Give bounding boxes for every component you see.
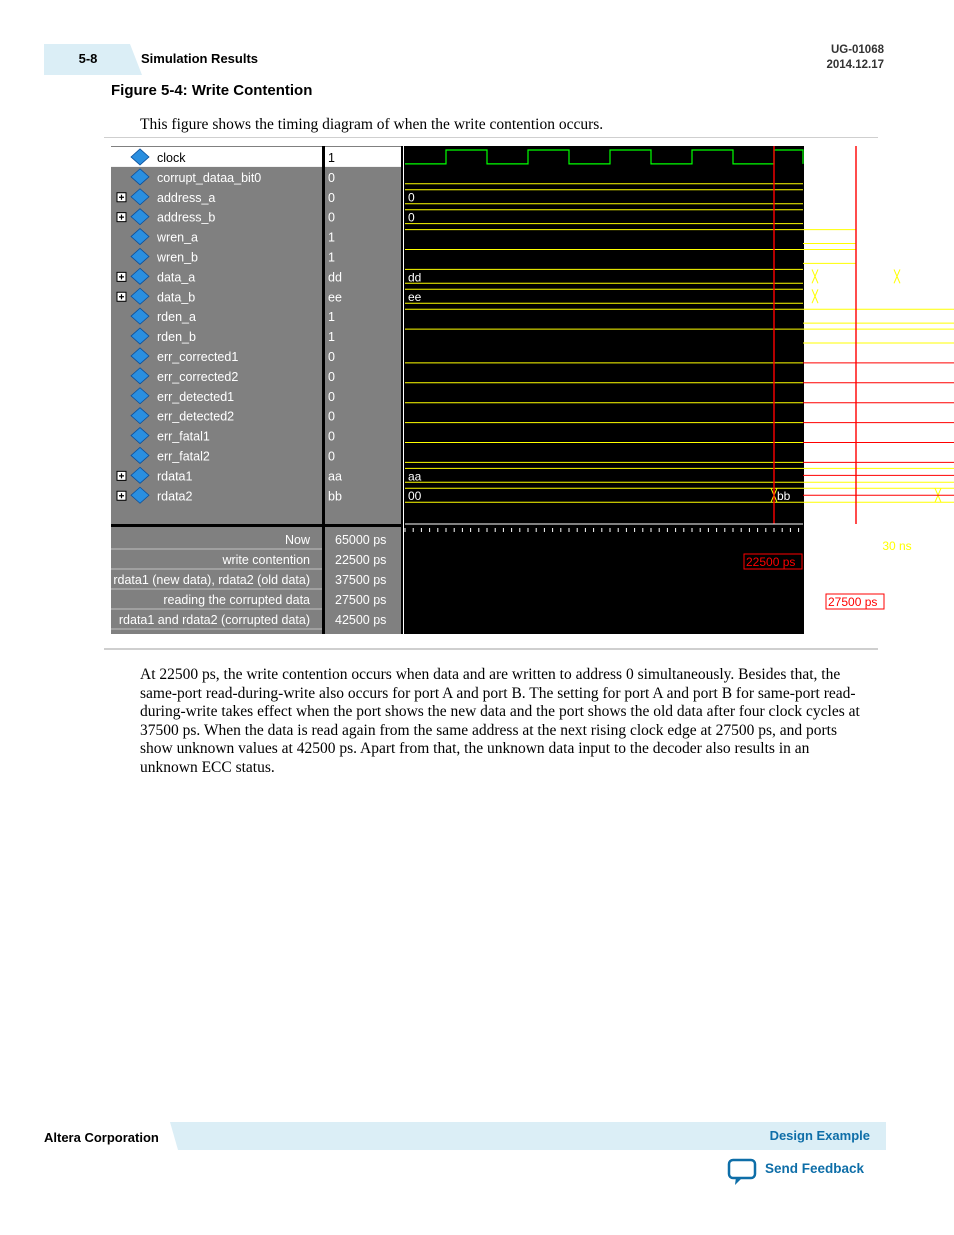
panel-separator <box>403 146 404 634</box>
cursor-value: 42500 ps <box>335 613 387 627</box>
bus-value: cc <box>941 489 953 504</box>
signal-value: 0 <box>328 210 335 225</box>
body-paragraph: At 22500 ps, the write contention occurs when data and are written to address 0 simultaneously. Besides that, the same-port read-during-write also occurs for port A and port B. The setting for port A and port B for same-port read-during-write takes effect when the port shows the new data and the port shows the old data after four clock cycles at 37500 ps. When the data is read again from the same address at the next rising clock edge at 27500 ps, and ports show unknown values at 42500 ps. Apart from that, the unknown data input to the decoder also results in an unknown ECC status. <box>140 666 860 776</box>
wren-a-waveform <box>405 230 856 244</box>
cursor-marker: 27500 ps <box>828 595 878 609</box>
cursor-value: 22500 ps <box>335 553 387 567</box>
selected-row-value-bg <box>325 147 401 167</box>
waveform-canvas <box>111 146 953 634</box>
bus-value: 00 <box>408 489 422 504</box>
signal-name: rden_a <box>157 310 196 325</box>
rden-b-waveform <box>405 329 954 343</box>
signal-name: address_b <box>157 210 216 225</box>
signal-name: err_corrected1 <box>157 349 239 364</box>
page-number-tab <box>44 44 130 75</box>
waveform-viewer[interactable] <box>111 146 953 634</box>
bus-value: ff <box>900 270 907 285</box>
cursor-value: 27500 ps <box>335 593 387 607</box>
section-title: Simulation Results <box>141 51 259 66</box>
signal-name: corrupt_dataa_bit0 <box>157 170 262 185</box>
wren-b-waveform <box>405 250 856 264</box>
signal-value: dd <box>328 270 342 285</box>
signal-value: 0 <box>328 170 335 185</box>
signal-name: clock <box>157 150 186 165</box>
signal-value: 0 <box>328 389 335 404</box>
document-id <box>826 43 884 73</box>
signal-value: 1 <box>328 310 335 325</box>
signal-value: 0 <box>328 190 335 205</box>
signal-value: 1 <box>328 150 335 165</box>
rden-a-waveform <box>405 309 954 323</box>
signal-name: err_detected2 <box>157 409 235 424</box>
footer-band <box>178 1122 886 1150</box>
footer-organization: Altera Corporation <box>44 1130 159 1145</box>
signal-name: wren_a <box>157 230 198 245</box>
send-feedback-label: Send Feedback <box>765 1161 865 1176</box>
signal-value: 0 <box>328 429 335 444</box>
page-number: 5-8 <box>78 51 98 66</box>
cursor-name: Now <box>284 533 310 547</box>
signal-value: 1 <box>328 330 335 345</box>
cursor-name: rdata1 (new data), rdata2 (old data) <box>113 573 310 587</box>
cursor-name: reading the corrupted data <box>163 593 310 607</box>
signal-name: rdata2 <box>157 489 193 504</box>
figure-caption: This figure shows the timing diagram of when the write contention occurs. <box>140 116 604 133</box>
bus-value: 00 <box>818 290 832 305</box>
signal-value: aa <box>328 469 342 484</box>
cursor-name: write contention <box>222 553 310 567</box>
cursor-value: 37500 ps <box>335 573 387 587</box>
doc-date: 2014.12.17 <box>826 59 884 71</box>
signal-name: wren_b <box>157 250 198 265</box>
bus-value: ee <box>408 290 422 305</box>
signal-name: rdata1 <box>157 469 193 484</box>
bus-value: 00 <box>818 270 832 285</box>
signal-value: bb <box>328 489 342 504</box>
divider-top <box>104 137 878 138</box>
clock-waveform <box>405 150 803 164</box>
signal-name: err_fatal1 <box>157 429 210 444</box>
cursor-delta: 10000 ps <box>886 575 936 589</box>
signal-value: ee <box>328 290 342 305</box>
signal-value: 0 <box>328 369 335 384</box>
signal-value: 0 <box>328 409 335 424</box>
cursor-delta: 5000 ps <box>804 555 847 569</box>
timeline-label: 30 ns <box>882 539 912 553</box>
bus-value: aa <box>408 469 422 484</box>
cursor-marker: 22500 ps <box>746 555 796 569</box>
design-example-link[interactable]: Design Example <box>769 1128 870 1143</box>
signal-value-panel <box>325 146 401 524</box>
signal-name: data_b <box>157 290 196 305</box>
signal-name: err_fatal2 <box>157 449 210 464</box>
send-feedback-link[interactable] <box>727 1157 865 1189</box>
signal-value: 0 <box>328 349 335 364</box>
bus-value: dd <box>408 270 422 285</box>
signal-name: address_a <box>157 190 216 205</box>
signal-value: 1 <box>328 250 335 265</box>
signal-name: err_detected1 <box>157 389 235 404</box>
cursor-name: rdata1 and rdata2 (corrupted data) <box>118 613 310 627</box>
signal-name: err_corrected2 <box>157 369 239 384</box>
signal-value: 0 <box>328 449 335 464</box>
cursor-value: 65000 ps <box>335 533 387 547</box>
signal-value: 1 <box>328 230 335 245</box>
divider-bottom <box>104 648 878 650</box>
bus-value: 0 <box>408 190 415 205</box>
doc-number: UG-01068 <box>830 44 884 56</box>
bus-value: bb <box>777 489 791 504</box>
figure-title: Figure 5-4: Write Contention <box>111 82 313 99</box>
bus-value: 0 <box>408 210 415 225</box>
signal-name: rden_b <box>157 330 196 345</box>
speech-bubble-icon <box>727 1157 759 1187</box>
signal-name: data_a <box>157 270 196 285</box>
